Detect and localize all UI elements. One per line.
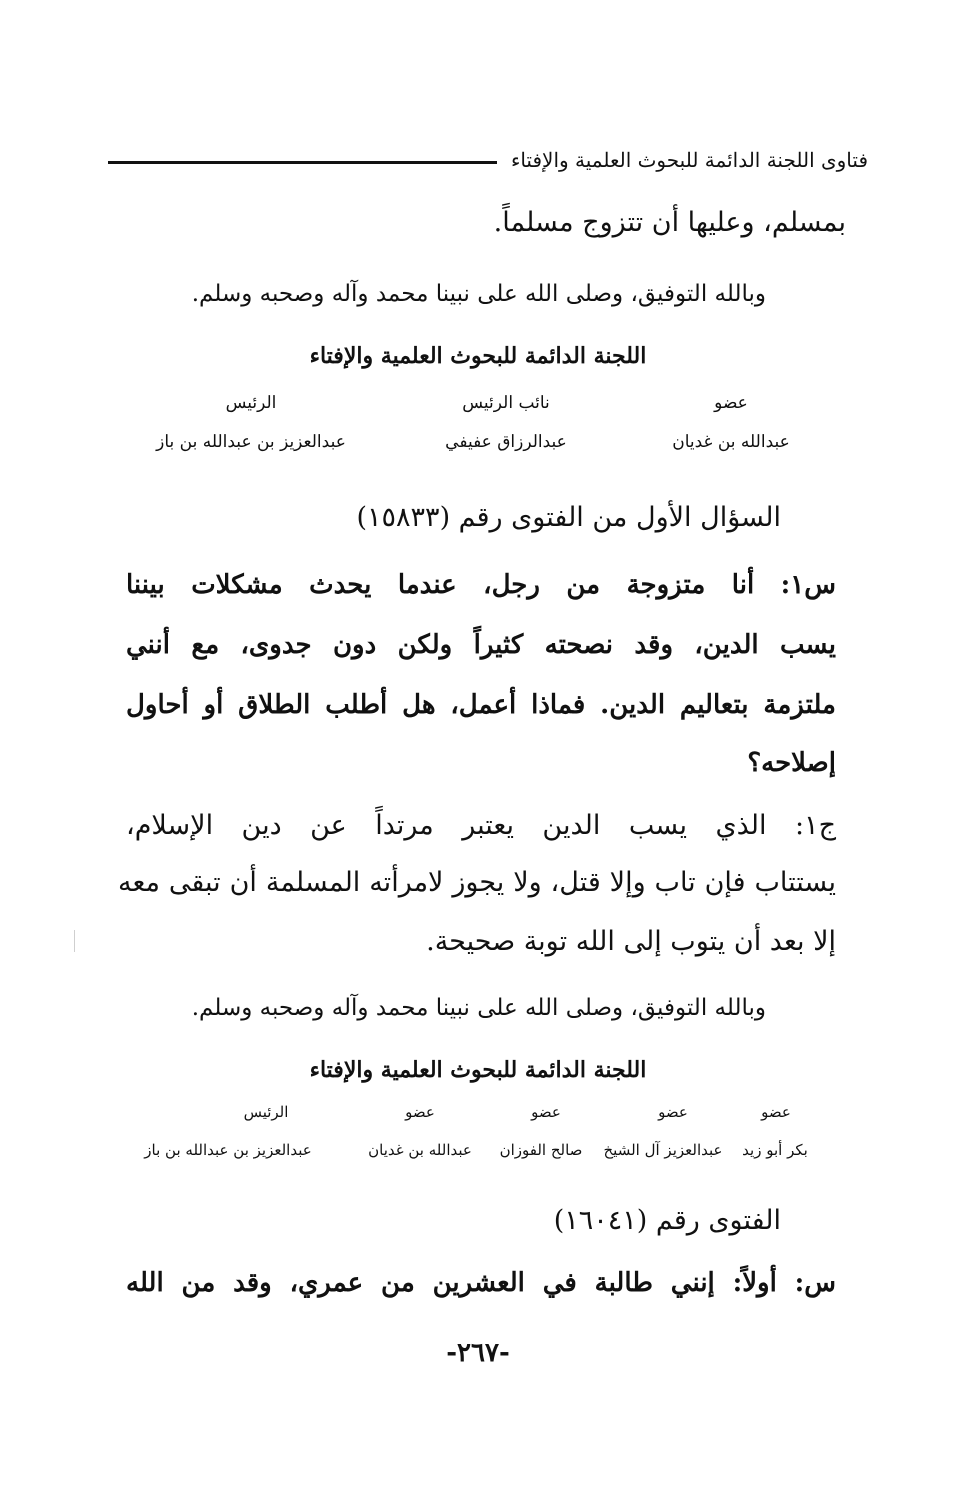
signature-name: عبدالله بن غديان	[672, 432, 790, 452]
signature-role: عضو	[761, 1103, 791, 1121]
page-number: -٢٦٧-	[446, 1338, 510, 1368]
header-title: فتاوى اللجنة الدائمة للبحوث العلمية والإفتاء	[510, 148, 868, 172]
fatwa-heading-2: الفتوى رقم (١٦٠٤١)	[553, 1205, 781, 1236]
signature-name: عبدالرزاق عفيفي	[445, 432, 567, 452]
continuation-text: بمسلم، وعليها أن تتزوج مسلماً.	[493, 207, 846, 238]
question-line: إصلاحه؟	[747, 748, 836, 778]
question-line: ملتزمة بتعاليم الدين. فماذا أعمل، هل أطلب الطلاق أو أحاول	[126, 690, 836, 720]
signature-role: عضو	[405, 1103, 435, 1121]
signature-name: عبدالعزيز بن عبدالله بن باز	[144, 1141, 312, 1159]
answer-line: يستتاب فإن تاب وإلا قتل، ولا يجوز لامرأته المسلمة أن تبقى معه	[118, 867, 836, 898]
signature-role: عضو	[531, 1103, 561, 1121]
signature-role: عضو	[658, 1103, 688, 1121]
signature-name: عبدالله بن غديان	[368, 1141, 472, 1159]
signature-role: الرئيس	[243, 1103, 289, 1121]
answer-line: ج١: الذي يسب الدين يعتبر مرتداً عن دين الإسلام،	[126, 810, 836, 841]
signature-role: الرئيس	[225, 393, 277, 413]
committee-title-2: اللجنة الدائمة للبحوث العلمية والإفتاء	[309, 1057, 647, 1083]
question-line: س: أولاً: إنني طالبة في العشرين من عمري، وقد من الله	[126, 1268, 836, 1298]
closing-formula-2: وبالله التوفيق، وصلى الله على نبينا محمد وآله وصحبه وسلم.	[191, 995, 766, 1021]
fatwa-heading-1: السؤال الأول من الفتوى رقم (١٥٨٣٣)	[356, 502, 781, 533]
signature-name: عبدالعزيز بن عبدالله بن باز	[156, 432, 346, 452]
signature-name: عبدالعزيز آل الشيخ	[603, 1141, 723, 1159]
committee-title-1: اللجنة الدائمة للبحوث العلمية والإفتاء	[309, 343, 647, 369]
closing-formula-1: وبالله التوفيق، وصلى الله على نبينا محمد وآله وصحبه وسلم.	[191, 281, 766, 307]
signature-name: بكر أبو زيد	[742, 1141, 808, 1159]
question-line: س١: أنا متزوجة من رجل، عندما يحدث مشكلات بيننا	[126, 570, 836, 600]
signature-role: عضو	[714, 393, 748, 413]
running-header	[108, 142, 868, 176]
margin-mark	[74, 930, 75, 952]
answer-line: إلا بعد أن يتوب إلى الله توبة صحيحة.	[426, 926, 836, 957]
signature-name: صالح الفوزان	[499, 1141, 583, 1159]
question-line: يسب الدين، وقد نصحته كثيراً ولكن دون جدوى، مع أنني	[126, 630, 836, 660]
signature-role: نائب الرئيس	[462, 393, 550, 413]
header-rule	[108, 161, 497, 164]
